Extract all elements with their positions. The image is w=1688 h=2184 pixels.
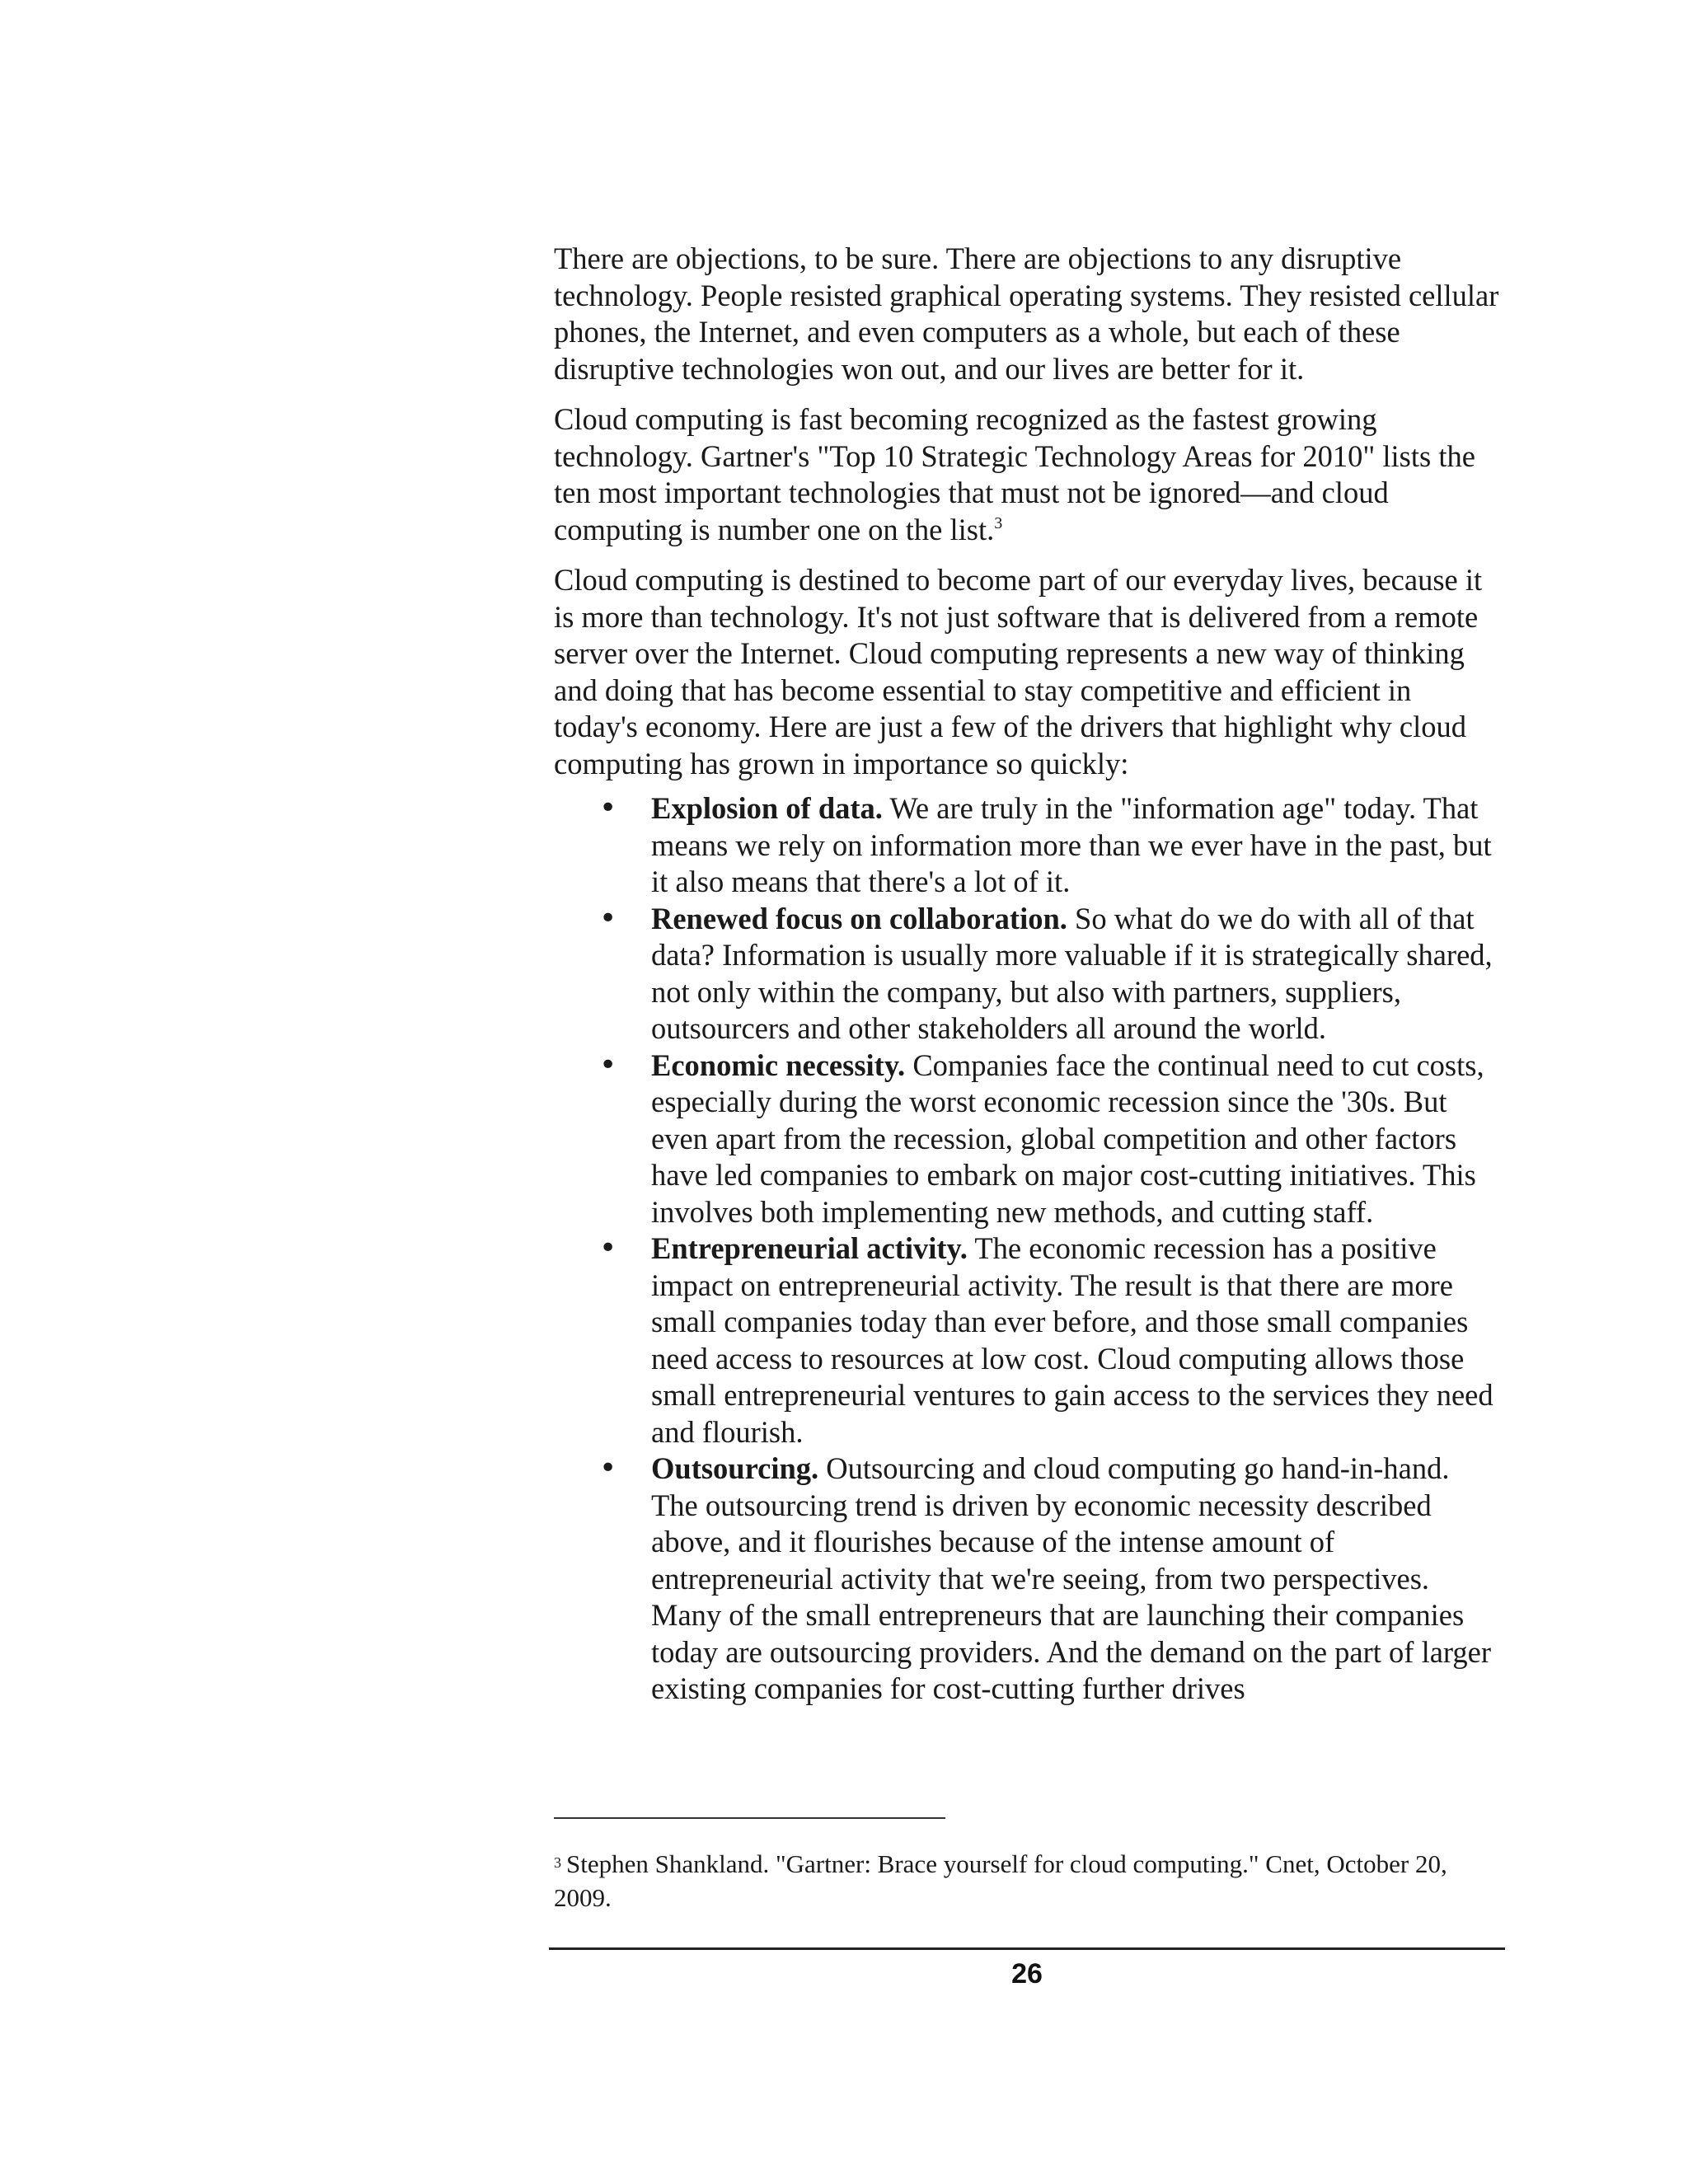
footnote-reference[interactable]: 3 <box>994 513 1003 532</box>
bullet-heading: Economic necessity. <box>651 1047 906 1082</box>
footnote-text: Stephen Shankland. "Gartner: Brace yourself for cloud computing." Cnet, October 20, 2009. <box>554 1849 1447 1912</box>
bullet-icon: • <box>599 1047 617 1082</box>
bullet-heading: Entrepreneurial activity. <box>651 1231 968 1265</box>
bullet-icon: • <box>599 1451 617 1485</box>
paragraph-objections: There are objections, to be sure. There are objections to any disruptive technology. People resisted graphical operating systems. They resisted cellular phones, the Internet, and even computers as a whole, but each of these disruptive technologies won out, and our lives are better for it. <box>554 241 1499 386</box>
bullet-heading: Renewed focus on collaboration. <box>651 901 1067 935</box>
footnote <box>554 1846 1502 1915</box>
footer-divider <box>549 1947 1505 1950</box>
list-item <box>599 1230 1502 1451</box>
bullet-icon: • <box>599 1231 617 1265</box>
footnote-number: 3 <box>554 1854 561 1871</box>
bullet-text: The economic recession has a positive impact on entrepreneurial activity. The result is that there are more small companies today than ever before, and those small companies need access to resources at low cost. Cloud computing allows those small entrepreneurial ventures to gain access to the services they need and flourish. <box>651 1231 1493 1449</box>
list-item <box>599 790 1502 901</box>
list-item <box>599 901 1502 1047</box>
bullet-text: Companies face the continual need to cut costs, especially during the worst economic recession since the '30s. But even apart from the recession, global competition and other factors have led companies to embark on major cost-cutting initiatives. This involves both implementing new methods, and cutting staff. <box>651 1047 1484 1229</box>
list-item <box>599 1047 1502 1231</box>
bullet-heading: Explosion of data. <box>651 791 883 825</box>
drivers-bullet-list <box>554 790 1502 1708</box>
body-text <box>554 241 1502 1708</box>
page-number: 26 <box>1011 1958 1043 1990</box>
bullet-text: We are truly in the "information age" today. That means we rely on information more than we ever have in the past, but it also means that there's a lot of it. <box>651 791 1492 898</box>
bullet-icon: • <box>599 791 617 825</box>
list-item <box>599 1451 1502 1708</box>
footnote-separator <box>554 1817 945 1819</box>
bullet-text: So what do we do with all of that data? Information is usually more valuable if it is strategically shared, not only within the company, but also with partners, suppliers, outsourcers and other stakeholders all around the world. <box>651 901 1493 1045</box>
bullet-text: Outsourcing and cloud computing go hand-in-hand. The outsourcing trend is driven by economic necessity described above, and it flourishes because of the intense amount of entrepreneurial activity that we're seeing, from two perspectives. Many of the small entrepreneurs that are launching their companies today are outsourcing providers. And the demand on the part of larger existing companies for cost-cutting further drives <box>651 1451 1492 1705</box>
paragraph-drivers-intro: Cloud computing is destined to become part of our everyday lives, because it is more than technology. It's not just software that is delivered from a remote server over the Internet. Cloud computing represents a new way of thinking and doing that has become essential to stay competitive and efficient in today's economy. Here are just a few of the drivers that highlight why cloud computing has grown in importance so quickly: <box>554 563 1483 780</box>
paragraph-gartner: Cloud computing is fast becoming recognized as the fastest growing technology. Gartner's "Top 10 Strategic Technology Areas for 2010" lists the ten most important technologies that must not be ignored—and cloud computing is number one on the list.$^3$ <box>554 402 1475 546</box>
bullet-heading: Outsourcing. <box>651 1451 819 1485</box>
bullet-icon: • <box>599 901 617 935</box>
